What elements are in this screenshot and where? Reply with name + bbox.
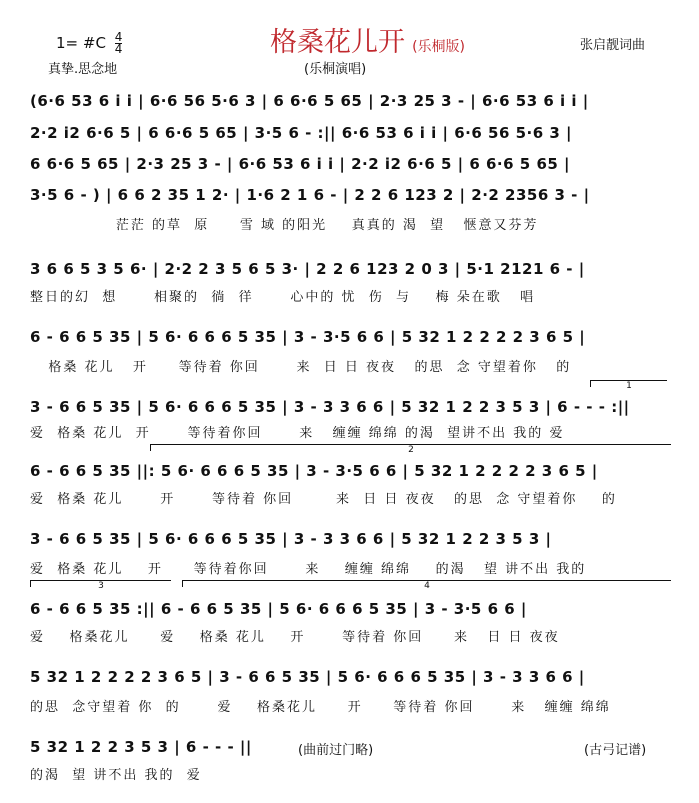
key-signature bbox=[56, 32, 122, 55]
notes-line: 3·5 6 - ) | 6 6 2 35 1 2· | 1·6 2 1 6 - | 2 2 6 123 2 | 2·2 2356 3 - | bbox=[30, 186, 590, 204]
lyrics-line: 整日的幻 想 相聚的 徜 徉 心中的 忧 伤 与 梅 朵在歌 唱 bbox=[30, 290, 536, 304]
lyrics-line: 爱 格桑 花儿 开 等待着你回 来 缠缠 绵绵 的渴 望 讲不出 我的 bbox=[30, 562, 587, 576]
title-block bbox=[270, 20, 465, 59]
lyrics-line: 的思 念守望着 你 的 爱 格桑花儿 开 等待着 你回 来 缠缠 绵绵 bbox=[30, 700, 611, 714]
lyrics-line: 的渴 望 讲不出 我的 爱 bbox=[30, 768, 202, 782]
lyrics-line: 爱 格桑 花儿 开 等待着 你回 来 日 日 夜夜 的思 念 守望着你 的 bbox=[30, 492, 617, 506]
lyrics-line: 茫茫 的草 原 雪 域 的阳光 真真的 渴 望 惬意又芬芳 bbox=[30, 218, 539, 232]
notes-line: 3 6 6 5 3 5 6· | 2·2 2 3 5 6 5 3· | 2 2 6 123 2 0 3 | 5·1 2121 6 - | bbox=[30, 260, 585, 278]
ending-bracket-3: 3 bbox=[30, 580, 171, 587]
singer-credit: (乐桐演唱) bbox=[304, 62, 367, 77]
notes-line: 5 32 1 2 2 2 2 3 6 5 | 3 - 6 6 5 35 | 5 6· 6 6 6 5 35 | 3 - 3 3 6 6 | bbox=[30, 668, 585, 686]
time-signature bbox=[115, 32, 123, 55]
song-version: (乐桐版) bbox=[412, 39, 466, 55]
tempo-marking: 真挚.思念地 bbox=[48, 62, 118, 77]
notes-line: 3 - 6 6 5 35 | 5 6· 6 6 6 5 35 | 3 - 3 3 6 6 | 5 32 1 2 2 3 5 3 | 6 - - - :|| bbox=[30, 398, 630, 416]
ending-bracket-4: 4 bbox=[182, 580, 671, 587]
notes-line: 6 - 6 6 5 35 | 5 6· 6 6 6 5 35 | 3 - 3·5 6 6 | 5 32 1 2 2 2 2 3 6 5 | bbox=[30, 328, 586, 346]
notes-line: 6 6·6 5 65 | 2·3 25 3 - | 6·6 53 6 i i | 2·2 i2 6·6 5 | 6 6·6 5 65 | bbox=[30, 155, 571, 173]
transcriber-credit: (古弓记谱) bbox=[584, 743, 647, 758]
notes-line: 2·2 i2 6·6 5 | 6 6·6 5 65 | 3·5 6 - :|| 6·6 53 6 i i | 6·6 56 5·6 3 | bbox=[30, 124, 573, 142]
time-numerator: 4 bbox=[114, 30, 123, 44]
notes-line: 6 - 6 6 5 35 :|| 6 - 6 6 5 35 | 5 6· 6 6 6 5 35 | 3 - 3·5 6 6 | bbox=[30, 600, 527, 618]
ending-bracket-1: 1 bbox=[590, 380, 667, 387]
ending-bracket-2: 2 bbox=[150, 444, 671, 451]
lyrics-line: 爱 格桑花儿 爱 格桑 花儿 开 等待着 你回 来 日 日 夜夜 bbox=[30, 630, 560, 644]
notes-line: 3 - 6 6 5 35 | 5 6· 6 6 6 5 35 | 3 - 3 3 6 6 | 5 32 1 2 2 3 5 3 | bbox=[30, 530, 552, 548]
song-title: 格桑花儿开 bbox=[270, 27, 405, 58]
lyrics-line: 爱 格桑 花儿 开 等待着你回 来 缠缠 绵绵 的渴 望讲不出 我的 爱 bbox=[30, 426, 565, 440]
time-denominator: 4 bbox=[114, 42, 123, 56]
notes-line: 5 32 1 2 2 3 5 3 | 6 - - - || bbox=[30, 738, 252, 756]
key-label: 1= #C bbox=[56, 34, 106, 52]
notes-line: (6·6 53 6 i i | 6·6 56 5·6 3 | 6 6·6 5 65 | 2·3 25 3 - | 6·6 53 6 i i | bbox=[30, 92, 589, 110]
notes-line: 6 - 6 6 5 35 ||: 5 6· 6 6 6 5 35 | 3 - 3·5 6 6 | 5 32 1 2 2 2 2 3 6 5 | bbox=[30, 462, 598, 480]
lyrics-line: 格桑 花儿 开 等待着 你回 来 日 日 夜夜 的思 念 守望着你 的 bbox=[30, 360, 572, 374]
composer-credit: 张启靓词曲 bbox=[580, 38, 646, 53]
intro-omitted-note: (曲前过门略) bbox=[298, 743, 374, 758]
